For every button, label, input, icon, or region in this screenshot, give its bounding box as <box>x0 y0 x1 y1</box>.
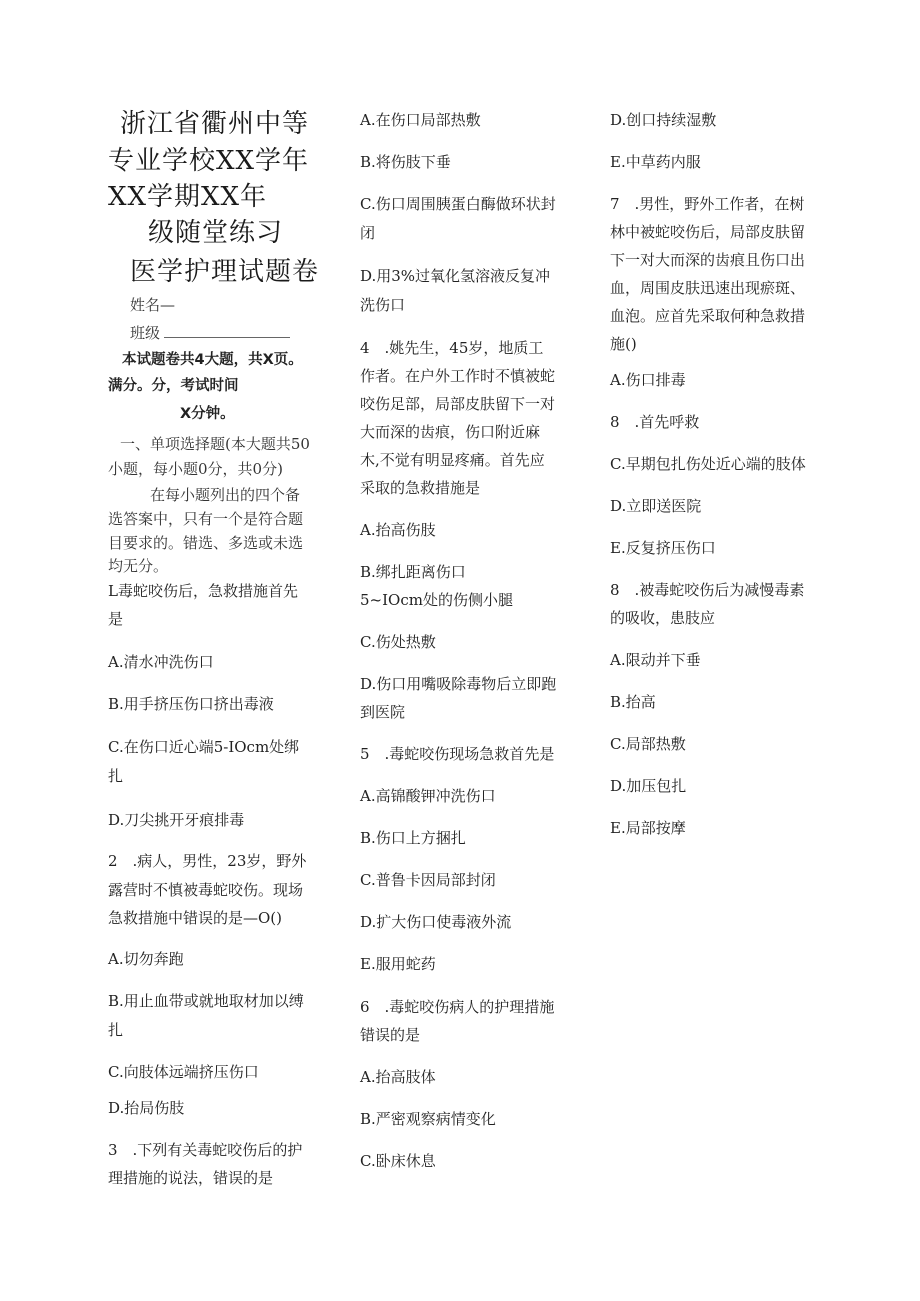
q3-option-c: C.伤口周围胰蛋白酶做环状封 <box>360 195 556 213</box>
q4-option-c: C.伤处热敷 <box>360 633 436 651</box>
section-title-line-1: 一、单项选择题(本大题共50 <box>120 435 310 453</box>
q5-stem: 5 .毒蛇咬伤现场急救首先是 <box>360 745 555 763</box>
q3-option-b: B.将伤肢下垂 <box>360 153 451 171</box>
title-line-5: 医学护理试题卷 <box>130 257 320 287</box>
q4-stem-line-3: 咬伤足部，局部皮肤留下一对 <box>360 395 556 413</box>
q6-option-e: E.中草药内服 <box>610 153 701 171</box>
section-instruction-4: 均无分。 <box>108 557 169 575</box>
title-line-3: XX学期XX年 <box>108 182 268 212</box>
q2-stem-line-2: 露营时不慎被毒蛇咬伤。现场 <box>108 881 304 899</box>
name-field <box>130 294 175 315</box>
q2-stem-line-3: 急救措施中错误的是—O() <box>108 909 283 927</box>
info-line-2: 满分。分，考试时间 <box>108 378 239 394</box>
q4-stem-line-6: 采取的急救措施是 <box>360 479 481 497</box>
q7-option-e: E.反复挤压伤口 <box>610 539 716 557</box>
q7-stem-line-4: 血，周围皮肤迅速出现瘀斑、 <box>610 279 806 297</box>
q3-option-a: A.在伤口局部热敷 <box>360 111 481 129</box>
q5-option-e: E.服用蛇药 <box>360 955 436 973</box>
q6-stem-line-1: 6 .毒蛇咬伤病人的护理措施 <box>360 998 555 1016</box>
q4-option-a: A.抬高伤肢 <box>360 521 436 539</box>
name-label: 姓名— <box>130 296 176 314</box>
q6-option-a: A.抬高肢体 <box>360 1068 436 1086</box>
q3-stem-line-2: 理措施的说法，错误的是 <box>108 1169 274 1187</box>
q6-option-b: B.严密观察病情变化 <box>360 1110 496 1128</box>
q8-option-d: D.加压包扎 <box>610 777 687 795</box>
q8-stem-line-2: 的吸收，患肢应 <box>610 609 716 627</box>
q6-option-c: C.卧床休息 <box>360 1152 436 1170</box>
section-instruction-2: 选答案中，只有一个是符合题 <box>108 510 304 528</box>
q4-stem-line-5: 木,不觉有明显疼痛。首先应 <box>360 451 545 469</box>
q7-stem-line-3: 下一对大而深的齿痕且伤口出 <box>610 251 806 269</box>
q7-stem-line-2: 林中被蛇咬伤后，局部皮肤留 <box>610 223 806 241</box>
title-line-4: 级随堂练习 <box>148 218 284 248</box>
q5-option-c: C.普鲁卡因局部封闭 <box>360 871 496 889</box>
q4-option-d-cont: 到医院 <box>360 703 406 721</box>
q1-option-d: D.刀尖挑开牙痕排毒 <box>108 811 245 829</box>
q6-stem-line-2: 错误的是 <box>360 1026 421 1044</box>
q5-option-b: B.伤口上方捆扎 <box>360 829 466 847</box>
section-title-line-2: 小题，每小题0分，共0分) <box>108 460 283 478</box>
q4-stem-line-1: 4 .姚先生，45岁，地质工 <box>360 339 544 357</box>
q4-option-d: D.伤口用嘴吸除毒物后立即跑 <box>360 675 557 693</box>
info-line-3: X分钟。 <box>180 406 235 422</box>
q5-option-a: A.高锦酸钾冲洗伤口 <box>360 787 496 805</box>
q1-option-c: C.在伤口近心端5-IOcm处绑 <box>108 738 300 756</box>
q4-option-b-cont: 5~IOcm处的伤侧小腿 <box>360 591 513 609</box>
q7-option-d: D.立即送医院 <box>610 497 702 515</box>
q3-option-d-cont: 洗伤口 <box>360 296 406 314</box>
q8-option-b: B.抬高 <box>610 693 656 711</box>
q2-option-b-cont: 扎 <box>108 1021 124 1039</box>
q6-option-d: D.创口持续湿敷 <box>610 111 717 129</box>
q2-option-c: C.向肢体远端挤压伤口 <box>108 1063 259 1081</box>
q2-option-b: B.用止血带或就地取材加以缚 <box>108 992 304 1010</box>
info-line-1: 本试题卷共4大题，共X页。 <box>122 352 303 368</box>
q8-stem-line-1: 8 .被毒蛇咬伤后为减慢毒素 <box>610 581 805 599</box>
class-field <box>130 322 290 343</box>
q4-stem-line-2: 作者。在户外工作时不慎被蛇 <box>360 367 556 385</box>
q7-option-c: C.早期包扎伤处近心端的肢体 <box>610 455 806 473</box>
q4-stem-line-4: 大而深的齿痕，伤口附近麻 <box>360 423 541 441</box>
q7-option-b: 8 .首先呼救 <box>610 413 700 431</box>
q7-stem-line-5: 血泡。应首先采取何种急救措 <box>610 307 806 325</box>
q7-option-a: A.伤口排毒 <box>610 371 686 389</box>
q3-stem-line-1: 3 .下列有关毒蛇咬伤后的护 <box>108 1141 303 1159</box>
q8-option-c: C.局部热敷 <box>610 735 686 753</box>
q3-option-c-cont: 闭 <box>360 224 376 242</box>
q1-stem-line-1: L毒蛇咬伤后，急救措施首先 <box>108 582 298 600</box>
class-blank-line <box>164 325 290 338</box>
q2-option-d: D.抬局伤肢 <box>108 1099 185 1117</box>
section-instruction-3: 目要求的。错选、多选或未选 <box>108 534 304 552</box>
q1-option-a: A.清水冲洗伤口 <box>108 653 214 671</box>
q8-option-a: A.限动并下垂 <box>610 651 701 669</box>
q2-stem-line-1: 2 .病人，男性，23岁，野外 <box>108 852 307 870</box>
q3-option-d: D.用3%过氧化氢溶液反复冲 <box>360 267 551 285</box>
title-line-1: 浙江省衢州中等 <box>120 109 310 139</box>
q7-stem-line-1: 7 .男性，野外工作者，在树 <box>610 195 805 213</box>
class-label: 班级 <box>130 324 161 342</box>
title-line-2: 专业学校XX学年 <box>108 146 310 176</box>
q7-stem-line-6: 施() <box>610 335 637 353</box>
q8-option-e: E.局部按摩 <box>610 819 686 837</box>
q1-option-c-cont: 扎 <box>108 767 124 785</box>
section-instruction-1: 在每小题列出的四个备 <box>150 486 301 504</box>
q2-option-a: A.切勿奔跑 <box>108 950 184 968</box>
q1-option-b: B.用手挤压伤口挤出毒液 <box>108 695 274 713</box>
q5-option-d: D.扩大伤口使毒液外流 <box>360 913 512 931</box>
q1-stem-line-2: 是 <box>108 610 124 628</box>
q4-option-b: B.绑扎距离伤口 <box>360 563 466 581</box>
